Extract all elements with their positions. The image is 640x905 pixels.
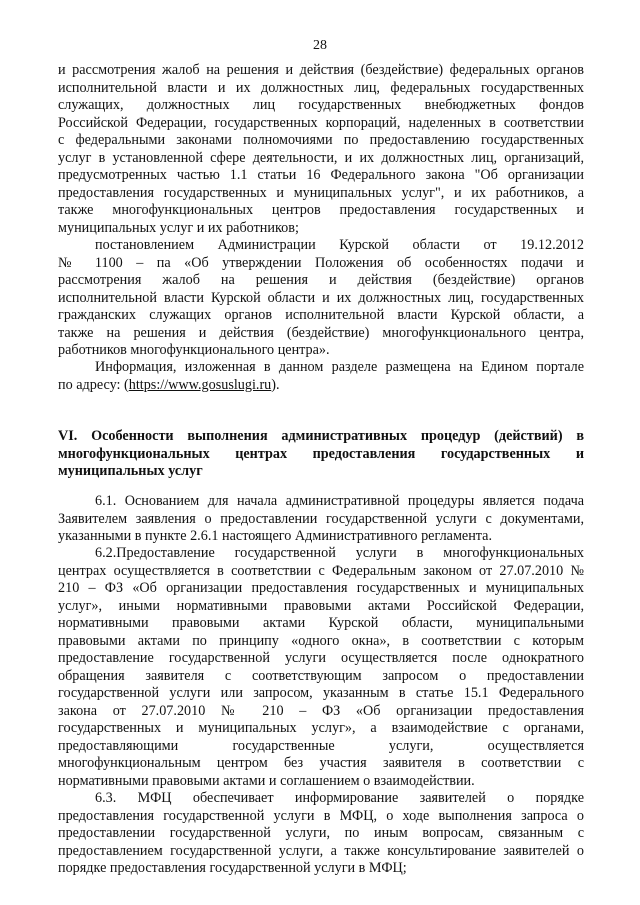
- gosuslugi-link[interactable]: https://www.gosuslugi.ru: [128, 376, 272, 393]
- text-line: исполнительной власти Курской области и их должностных лиц, государственных: [58, 289, 584, 306]
- text-line: государственной услуги или запросом, указанным в статье 15.1 Федерального: [58, 685, 584, 701]
- paragraph-portal-info: [58, 359, 584, 394]
- text-line: 6.2.Предоставление государственной услуги в многофункциональных: [95, 545, 584, 561]
- text-line: также многофункциональных центров предоставления государственных и: [58, 202, 584, 218]
- text-line: № 1100 – па «Об утверждении Положения об особенностях подачи и: [58, 254, 584, 271]
- text-line: с федеральными законами полномочиями по предоставлению государственных: [58, 132, 584, 148]
- text-line: Информация, изложенная в данном разделе размещена на Едином портале: [95, 359, 584, 375]
- text-line: закона от 27.07.2010 № 210 – ФЗ «Об организации предоставления: [58, 702, 584, 719]
- heading-line: VI. Особенности выполнения административных процедур (действий) в: [58, 428, 584, 444]
- text-line: также на решения и действия (бездействие) многофункционального центра,: [58, 324, 584, 341]
- text-line: работников многофункционального центра».: [58, 342, 330, 358]
- text-line: услуг в установленной сфере деятельности, и их должностных лиц, организаций,: [58, 149, 584, 166]
- heading-line: многофункциональных центрах предоставления государственных и: [58, 445, 584, 462]
- section-heading: [58, 428, 584, 481]
- text-line: предоставлением государственной услуги, а также консультирование заявителей о: [58, 842, 584, 859]
- text-line: исполнительной власти и их должностных лиц, федеральных государственных: [58, 79, 584, 96]
- text-line: предоставлении государственной услуги, по иным вопросам, связанным с: [58, 825, 584, 841]
- text-line: Российской Федерации, государственных корпораций, наделенных в соответствии: [58, 114, 584, 131]
- text-line: рассмотрения жалоб на решения и действия (бездействие) органов: [58, 272, 584, 288]
- text-line: государственных и муниципальных услуг», а взаимодействие с органами,: [58, 720, 584, 736]
- text-line: предоставления государственных и муниципальных услуг", и их работников, а: [58, 184, 584, 201]
- text-line: гражданских служащих органов исполнительной власти Курской области, а: [58, 307, 584, 323]
- text-line: Заявителем заявления о предоставлении государственной услуги с документами,: [58, 510, 584, 527]
- paragraph-complaint-rules: [58, 62, 584, 237]
- text-line: предоставляющими государственные услуги, осуществляется: [58, 737, 584, 754]
- text-line: и рассмотрения жалоб на решения и действия (бездействие) федеральных органов: [58, 62, 584, 78]
- text-line: услуг», иными нормативными правовыми актами Российской Федерации,: [58, 597, 584, 614]
- text-line: указанными в пункте 2.6.1 настоящего Административного регламента.: [58, 528, 493, 544]
- paragraph-6-3: [58, 790, 584, 878]
- text-line: 6.3. МФЦ обеспечивает информирование заявителей о порядке: [95, 790, 584, 806]
- heading-line: муниципальных услуг: [58, 463, 203, 479]
- page-number: 28: [313, 38, 327, 53]
- paragraph-6-2: [58, 545, 584, 790]
- text-line: порядке предоставления государственной услуги в МФЦ;: [58, 860, 407, 876]
- text-line: [58, 377, 584, 395]
- text-line: предоставление государственной услуги осуществляется после однократного: [58, 650, 584, 666]
- text-line: правовыми актами по принципу «одного окна», в соответствии с которым: [58, 632, 584, 649]
- paragraph-kursk-resolution: [58, 237, 584, 360]
- paragraph-6-1: [58, 493, 584, 546]
- text-line: служащих, должностных лиц государственных внебюджетных фондов: [58, 97, 584, 113]
- text-line: предоставления государственной услуги в МФЦ, о ходе выполнения запроса о: [58, 807, 584, 824]
- text-line: муниципальных услуг и их работников;: [58, 219, 299, 236]
- text-line: 210 – ФЗ «Об организации предоставления государственных и муниципальных: [58, 580, 584, 596]
- text-line: постановлением Администрации Курской области от 19.12.2012: [95, 237, 584, 253]
- text-line: центрах осуществляется в соответствии с Федеральным законом от 27.07.2010 №: [58, 562, 584, 579]
- text-line: 6.1. Основанием для начала административной процедуры является подача: [95, 493, 584, 509]
- text-line: предусмотренных частью 1.1 статьи 16 Федерального закона "Об организации: [58, 167, 584, 183]
- text-line: нормативными правовыми актами и соглашением о взаимодействии.: [58, 772, 475, 789]
- text-line: многофункциональным центром без участия заявителя в соответствии с: [58, 755, 584, 771]
- address-suffix: ).: [271, 376, 280, 393]
- text-line: нормативными правовыми актами Курской области, муниципальными: [58, 615, 584, 631]
- text-line: обращения заявителя с соответствующим запросом о предоставлении: [58, 667, 584, 684]
- address-prefix: по адресу: (: [58, 376, 129, 393]
